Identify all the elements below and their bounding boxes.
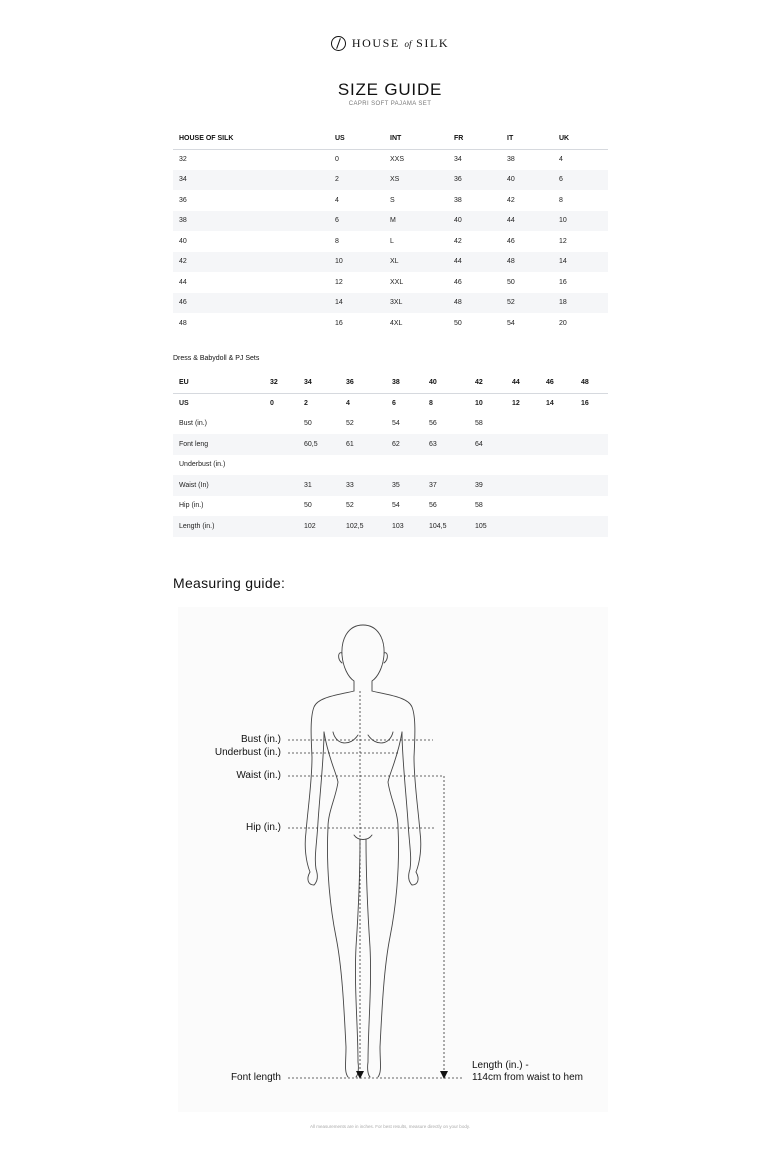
ear-right <box>384 653 387 663</box>
header-cell: 40 <box>429 379 437 387</box>
table-cell: 14 <box>553 252 608 273</box>
table-cell: 38 <box>507 156 515 163</box>
table-cell: 102 <box>298 516 340 537</box>
table-cell: 61 <box>340 434 386 455</box>
table-cell <box>575 434 608 455</box>
dress-size-table <box>173 373 608 537</box>
bust-left <box>333 732 358 743</box>
table-row <box>173 211 608 232</box>
table-cell: Hip (in.) <box>179 502 204 510</box>
header-cell: UK <box>553 129 608 149</box>
table-cell: XXL <box>390 278 404 286</box>
table-cell: 42 <box>507 196 515 204</box>
table-cell <box>340 455 386 476</box>
measurement-row <box>173 496 608 517</box>
table-cell <box>540 516 575 537</box>
table-cell <box>298 455 340 476</box>
table-cell: 50 <box>304 502 312 510</box>
table-cell: 52 <box>346 420 354 428</box>
measurement-row <box>173 516 608 537</box>
ear-left <box>339 653 342 663</box>
table-cell: M <box>384 211 448 232</box>
table-cell: Length (in.) <box>173 516 264 537</box>
table-cell <box>540 414 575 435</box>
table-cell: Waist (In) <box>173 475 264 496</box>
table-cell: 44 <box>448 252 501 273</box>
table-cell: 48 <box>501 252 553 273</box>
table-cell: Bust (in.) <box>179 420 208 428</box>
header-cell: HOUSE OF SILK <box>173 129 329 149</box>
dress-table-caption: Dress & Babydoll & PJ Sets <box>173 355 260 362</box>
table-cell <box>264 475 298 496</box>
table-cell <box>506 434 540 455</box>
table-cell: 42 <box>454 237 462 245</box>
measuring-guide-heading: Measuring guide: <box>173 575 286 591</box>
table-cell: 56 <box>429 420 437 428</box>
table-cell: 42 <box>173 252 329 273</box>
header-cell: 48 <box>581 379 589 387</box>
size-conversion-table <box>173 129 608 334</box>
table-cell: 12 <box>506 393 540 414</box>
table-cell: 10 <box>553 211 608 232</box>
table-cell: 2 <box>329 170 384 191</box>
header-cell: FR <box>448 129 501 149</box>
table-cell <box>506 455 540 476</box>
table-cell: 33 <box>340 475 386 496</box>
arm-right-outer <box>372 691 421 872</box>
table-cell: 10 <box>329 252 384 273</box>
table-cell <box>575 516 608 537</box>
table-cell: 6 <box>386 393 423 414</box>
length-label <box>472 1060 583 1084</box>
table-cell: 39 <box>469 475 506 496</box>
bust-right <box>368 732 393 743</box>
logo-monogram-icon <box>331 36 346 51</box>
header-cell: US <box>329 129 384 149</box>
table-cell: 40 <box>179 237 187 245</box>
footnote: All measurements are in inches. For best results, measure directly on your body. <box>310 1124 470 1129</box>
head-outline <box>342 625 384 691</box>
header-cell: EU <box>179 379 189 387</box>
measurement-row <box>173 455 608 476</box>
table-row <box>173 252 608 273</box>
table-cell: 8 <box>423 393 469 414</box>
header-cell: 44 <box>512 379 520 387</box>
table-cell: 104,5 <box>423 516 469 537</box>
hip-label: Hip (in.) <box>245 822 281 833</box>
table-cell: 14 <box>540 393 575 414</box>
table-cell: XL <box>384 252 448 273</box>
table-cell: 36 <box>448 170 501 191</box>
leg-left-outer <box>327 827 348 1077</box>
table-cell: 38 <box>454 196 462 204</box>
table-cell: 32 <box>179 156 187 163</box>
table-cell <box>575 414 608 435</box>
length-label-line2: 114cm from waist to hem <box>472 1072 583 1083</box>
table-cell: 35 <box>386 475 423 496</box>
table-cell: US <box>173 393 264 414</box>
table-cell: 58 <box>475 502 483 510</box>
table-cell: 6 <box>553 170 608 191</box>
table-cell: 52 <box>501 293 553 314</box>
table-cell: 14 <box>329 293 384 314</box>
table-cell: 16 <box>575 393 608 414</box>
table-cell: 46 <box>507 237 515 245</box>
front-length-label: Font length <box>230 1072 281 1083</box>
table-cell: 50 <box>304 420 312 428</box>
table-cell: 56 <box>429 502 437 510</box>
table-cell <box>540 455 575 476</box>
table-cell: 50 <box>507 278 515 286</box>
table-cell: Font leng <box>173 434 264 455</box>
table-cell: 54 <box>507 319 515 327</box>
table-cell <box>575 496 608 517</box>
header-cell: 36 <box>346 379 354 387</box>
table-cell: 46 <box>173 293 329 314</box>
header-cell: 38 <box>392 379 400 387</box>
page-title: SIZE GUIDE <box>337 80 443 99</box>
table-cell: 37 <box>423 475 469 496</box>
table-row <box>173 293 608 314</box>
header-cell: INT <box>384 129 448 149</box>
table-cell: 54 <box>392 502 400 510</box>
table-cell: 44 <box>501 211 553 232</box>
table-row <box>173 170 608 191</box>
table-cell: 50 <box>454 319 462 327</box>
table-cell: 0 <box>335 156 339 163</box>
table-cell: 52 <box>346 502 354 510</box>
table-cell: 0 <box>264 393 298 414</box>
table-header-row <box>173 373 608 393</box>
arm-left-outer <box>305 691 354 872</box>
table-cell: 4 <box>340 393 386 414</box>
torso-left <box>324 732 338 827</box>
table-cell: 4 <box>559 156 563 163</box>
table-cell <box>506 496 540 517</box>
torso-right <box>388 732 402 827</box>
table-cell: 63 <box>423 434 469 455</box>
table-cell: 31 <box>298 475 340 496</box>
measuring-figure <box>178 607 608 1112</box>
table-cell: XXS <box>390 156 405 163</box>
table-row <box>173 272 608 293</box>
body-silhouette-illustration <box>178 607 608 1112</box>
table-row <box>173 231 608 252</box>
table-cell <box>386 455 423 476</box>
table-cell: 44 <box>179 278 187 286</box>
arm-left-inner <box>315 732 324 869</box>
table-cell: 60,5 <box>298 434 340 455</box>
table-cell <box>264 434 298 455</box>
table-cell: 34 <box>173 170 329 191</box>
measurement-row <box>173 434 608 455</box>
table-cell: 54 <box>392 420 400 428</box>
table-cell: 12 <box>335 278 343 286</box>
table-cell: 8 <box>559 196 563 204</box>
table-row <box>173 313 608 334</box>
table-cell: L <box>390 237 394 245</box>
table-cell: Underbust (in.) <box>179 461 226 469</box>
header-cell: 34 <box>304 379 312 387</box>
header-cell: 42 <box>475 379 483 387</box>
table-cell: 38 <box>173 211 329 232</box>
table-cell <box>540 475 575 496</box>
table-cell <box>575 475 608 496</box>
table-cell: 20 <box>559 319 567 327</box>
table-cell: XS <box>384 170 448 191</box>
product-subtitle: CAPRI SOFT PAJAMA SET <box>348 101 432 107</box>
table-cell <box>264 414 298 435</box>
table-cell <box>506 516 540 537</box>
table-cell <box>469 455 506 476</box>
table-cell: 40 <box>448 211 501 232</box>
length-label-line1: Length (in.) - <box>472 1060 529 1071</box>
table-header-row <box>173 129 608 149</box>
table-cell: 4XL <box>390 319 403 327</box>
table-cell <box>423 455 469 476</box>
table-cell: 48 <box>448 293 501 314</box>
table-cell: 62 <box>386 434 423 455</box>
table-cell: 36 <box>179 196 187 204</box>
header-cell: 32 <box>270 379 278 387</box>
table-row <box>173 149 608 170</box>
table-cell: 3XL <box>384 293 448 314</box>
arm-right-inner <box>402 732 411 869</box>
underbust-label: Underbust (in.) <box>214 747 281 758</box>
table-cell <box>540 434 575 455</box>
table-cell: 6 <box>329 211 384 232</box>
table-cell: 16 <box>335 319 343 327</box>
table-cell: 103 <box>386 516 423 537</box>
table-cell: 102,5 <box>340 516 386 537</box>
table-cell: 58 <box>475 420 483 428</box>
us-size-row <box>173 393 608 414</box>
table-cell <box>506 414 540 435</box>
measurement-row <box>173 475 608 496</box>
table-cell: 46 <box>454 278 462 286</box>
table-cell: 10 <box>469 393 506 414</box>
table-cell: 34 <box>454 156 462 163</box>
table-cell: 105 <box>469 516 506 537</box>
table-cell <box>264 516 298 537</box>
waist-label: Waist (in.) <box>236 770 281 781</box>
table-cell: 4 <box>335 196 339 204</box>
table-cell <box>264 496 298 517</box>
table-cell: 2 <box>298 393 340 414</box>
leg-right-inner <box>366 839 371 1077</box>
table-cell: 48 <box>179 319 187 327</box>
table-cell <box>506 475 540 496</box>
crotch-curve <box>354 835 372 840</box>
brand-name: HOUSE of SILK <box>351 36 450 50</box>
header-cell: 46 <box>546 379 554 387</box>
table-cell <box>264 455 298 476</box>
table-cell: 12 <box>559 237 567 245</box>
table-cell <box>575 455 608 476</box>
measurement-row <box>173 414 608 435</box>
leg-left-inner <box>355 839 360 1077</box>
table-cell: 8 <box>335 237 339 245</box>
bust-label: Bust (in.) <box>240 734 281 745</box>
header-cell: IT <box>501 129 553 149</box>
table-cell: S <box>390 196 395 204</box>
brand-logo <box>0 36 780 51</box>
table-cell: 18 <box>553 293 608 314</box>
table-cell: 40 <box>501 170 553 191</box>
table-cell: 16 <box>559 278 567 286</box>
leg-right-outer <box>378 827 399 1077</box>
table-cell <box>540 496 575 517</box>
table-row <box>173 190 608 211</box>
table-cell: 64 <box>469 434 506 455</box>
